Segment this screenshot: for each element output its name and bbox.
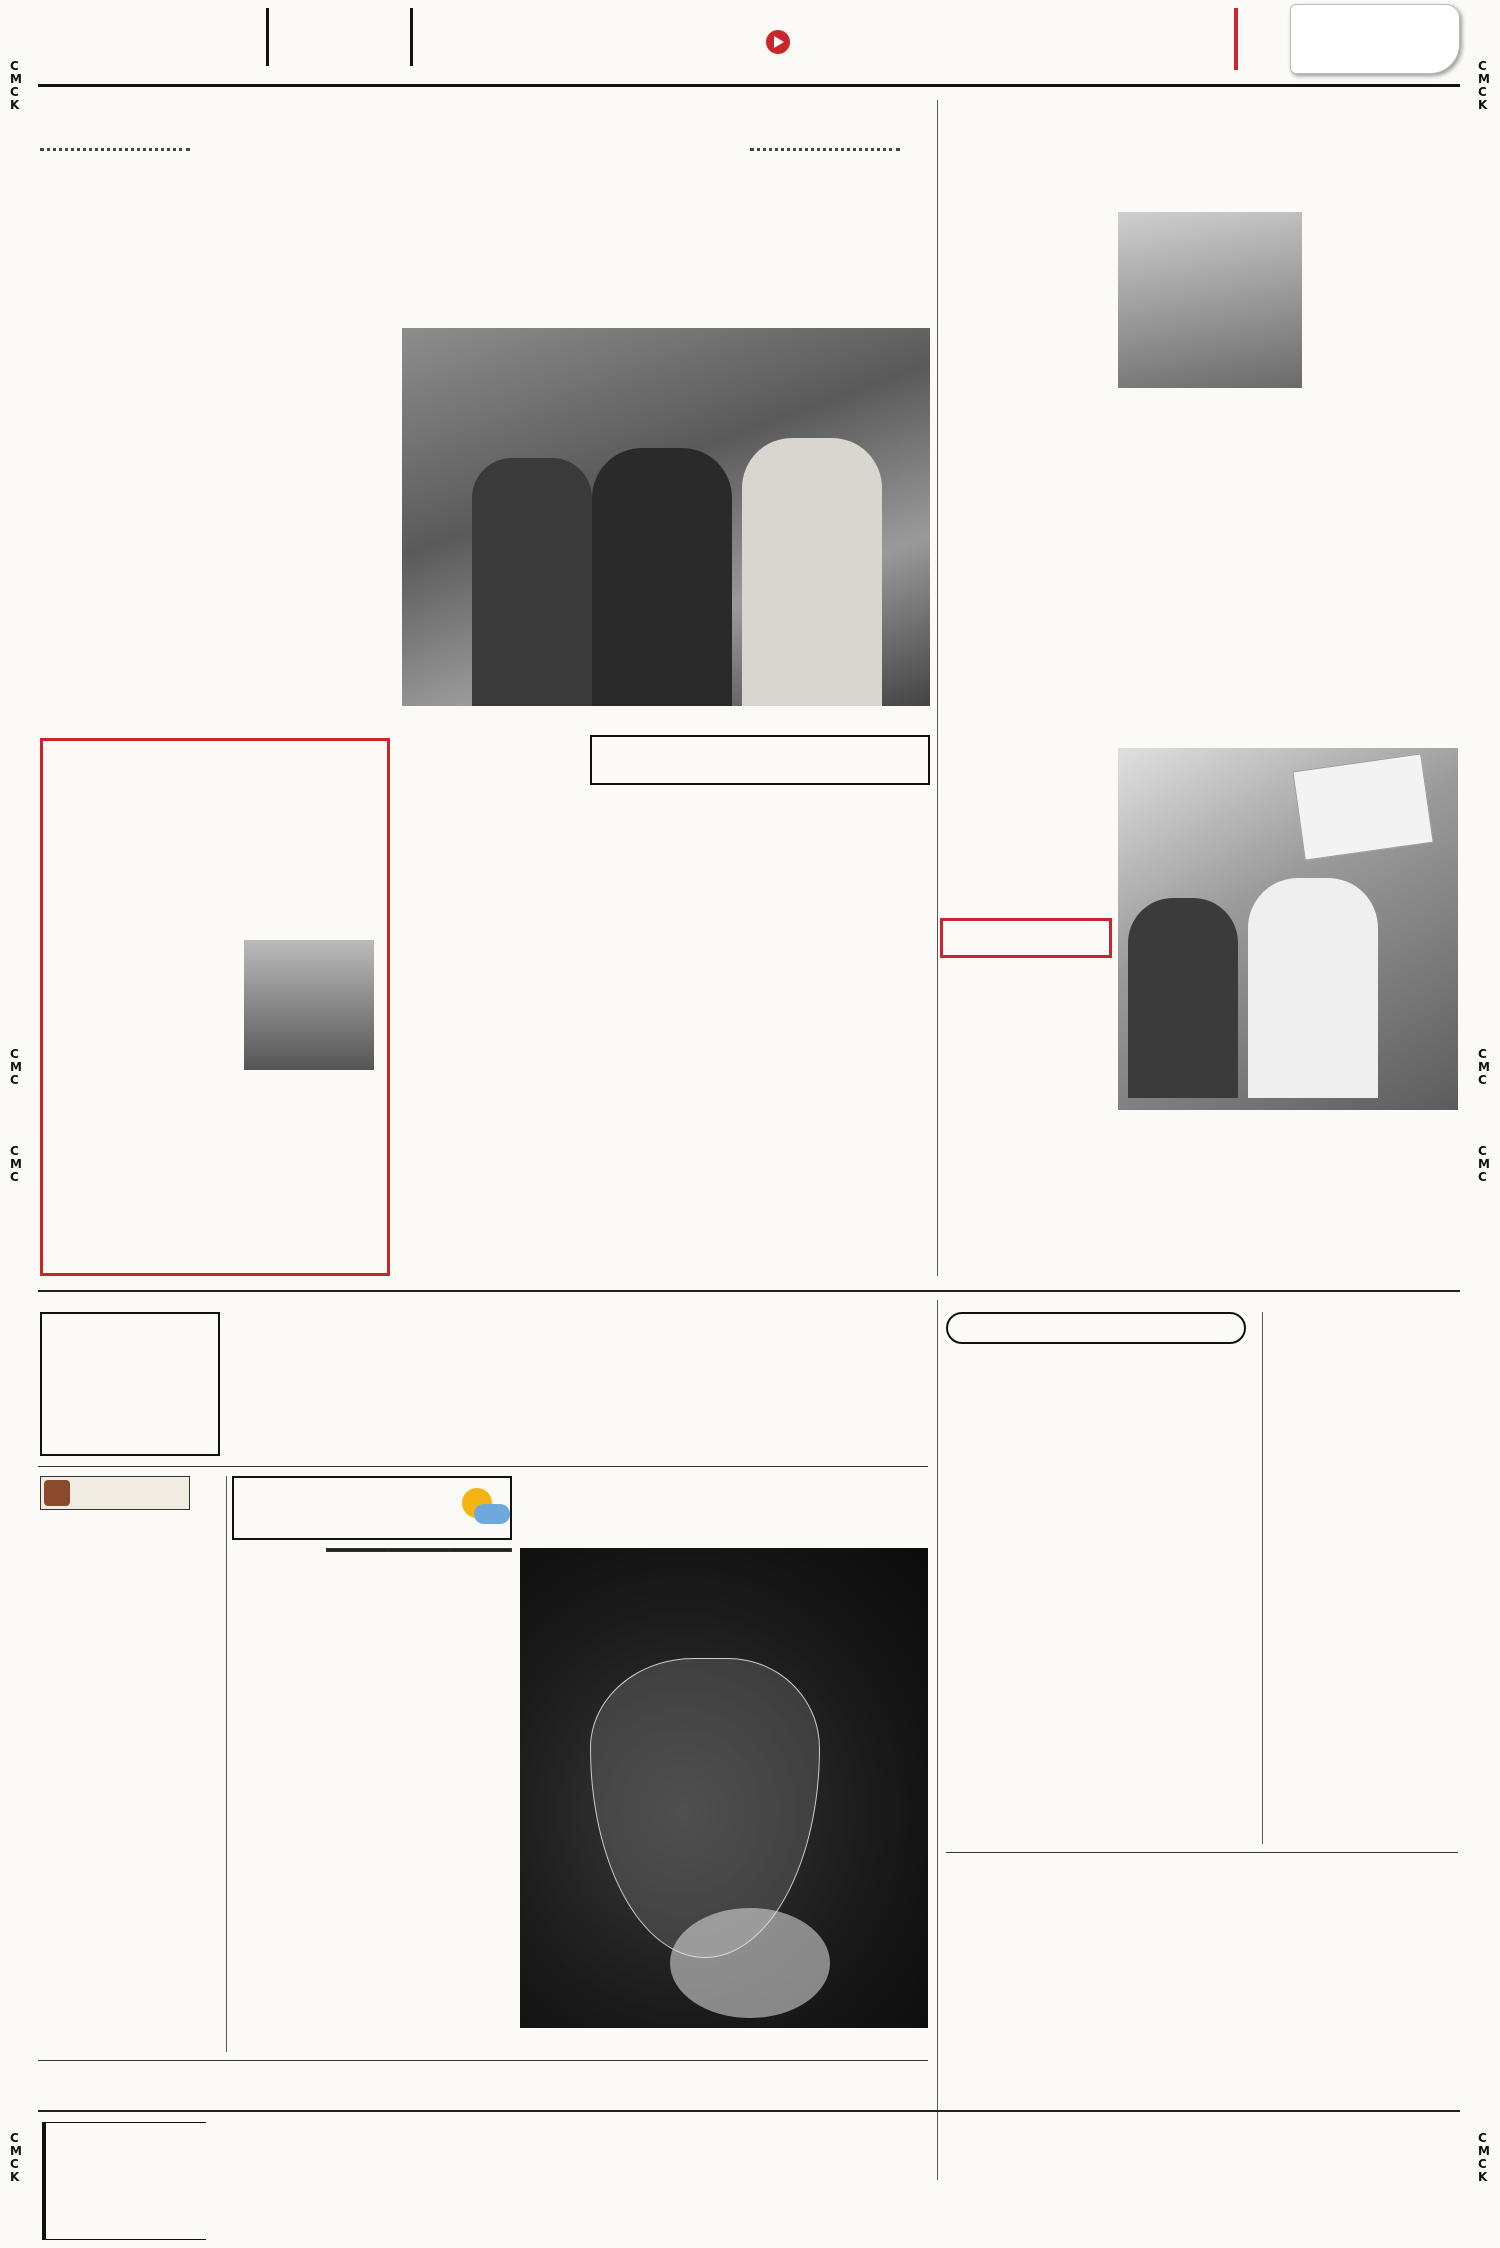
rajan-body-3 <box>1310 212 1458 552</box>
column-divider <box>226 1476 227 2052</box>
photo-figure <box>592 448 732 706</box>
mla-body-3 <box>52 1094 378 1268</box>
registration-mark: C M C K <box>1478 59 1490 112</box>
registration-mark: C M C K <box>10 59 22 112</box>
mobile-story-box <box>590 735 930 785</box>
notice-body-2 <box>1272 1642 1458 1844</box>
modi-body-col2 <box>232 332 417 732</box>
brahmos-box <box>40 1312 220 1456</box>
column-divider <box>1262 1312 1263 1844</box>
section-rule <box>38 1466 928 1467</box>
kerala-body <box>946 1450 1096 1844</box>
march-body-3 <box>1290 664 1458 744</box>
section-bullet-icon-inner <box>774 36 784 48</box>
mobile-body <box>592 790 928 902</box>
weather-table <box>326 1548 512 1554</box>
rajan-body <box>946 210 1111 550</box>
masthead <box>0 0 1500 80</box>
indrani-body <box>946 1920 1196 2108</box>
satellite-map <box>520 1548 928 2028</box>
brahmos-body <box>230 1308 920 1458</box>
rajan-photo <box>1118 212 1302 388</box>
protest-sign <box>1292 753 1433 860</box>
page-number-tab <box>1290 4 1460 74</box>
photo-figure <box>1128 898 1238 1098</box>
notice-body <box>1272 1360 1458 1600</box>
column-divider <box>937 1300 938 2180</box>
column-divider <box>937 100 938 1276</box>
registration-mark: C M C K <box>10 2131 22 2184</box>
photo-figure <box>1248 878 1378 1098</box>
masthead-rule <box>38 84 1460 87</box>
contacts-text <box>214 2118 1460 2248</box>
intolerance-body <box>946 966 1112 1276</box>
mla-body <box>52 838 378 938</box>
kerala-body-2 <box>1104 1450 1254 1844</box>
masthead-divider <box>410 8 413 66</box>
indrani-body-2 <box>1206 1920 1458 2108</box>
registration-mark: C M C <box>1478 1047 1490 1087</box>
kicker-ornament-left <box>40 148 190 151</box>
mla-photo <box>244 940 374 1070</box>
registration-mark: C M C <box>1478 1144 1490 1184</box>
modi-body-col3 <box>402 730 582 1276</box>
modi-body-col4 <box>590 910 755 1276</box>
kerala-kicker-box <box>946 1312 1246 1344</box>
weather-table-header <box>450 1549 512 1552</box>
modi-body-col5 <box>762 910 930 1276</box>
section-rule <box>38 2110 1460 2112</box>
modi-rally-photo <box>402 328 930 706</box>
registration-mark: C M C <box>10 1144 22 1184</box>
registration-mark: C M C <box>10 1047 22 1087</box>
history-item1 <box>68 1546 220 1792</box>
registration-mark: C M C K <box>1478 2131 1490 2184</box>
history-mirror-icon <box>44 1480 70 1506</box>
section-rule <box>946 1852 1458 1853</box>
intolerance-body-3 <box>1118 1136 1458 1276</box>
sun-cloud-icon-cloud <box>474 1504 510 1524</box>
section-red-bar <box>1234 8 1238 70</box>
rajan-body-2 <box>1118 392 1302 552</box>
weather-local <box>232 1732 320 2052</box>
section-rule <box>38 1290 1460 1292</box>
march-body <box>946 664 1112 914</box>
section-rule <box>38 2060 928 2061</box>
photo-figure <box>472 458 592 706</box>
mla-body-2 <box>52 940 236 1070</box>
weather-table-header <box>388 1549 450 1552</box>
march-photo <box>1118 748 1458 1110</box>
kicker-ornament-right <box>750 148 900 151</box>
modi-body-col1 <box>40 332 225 732</box>
weather-body <box>232 1548 320 1708</box>
photo-figure <box>742 438 882 706</box>
intolerance-headline-box <box>940 918 1112 958</box>
cloud-band <box>670 1908 830 2018</box>
history-item2 <box>68 1806 220 2046</box>
weather-table-header <box>327 1549 389 1552</box>
contacts-bracket <box>42 2122 206 2240</box>
masthead-divider <box>266 8 269 66</box>
